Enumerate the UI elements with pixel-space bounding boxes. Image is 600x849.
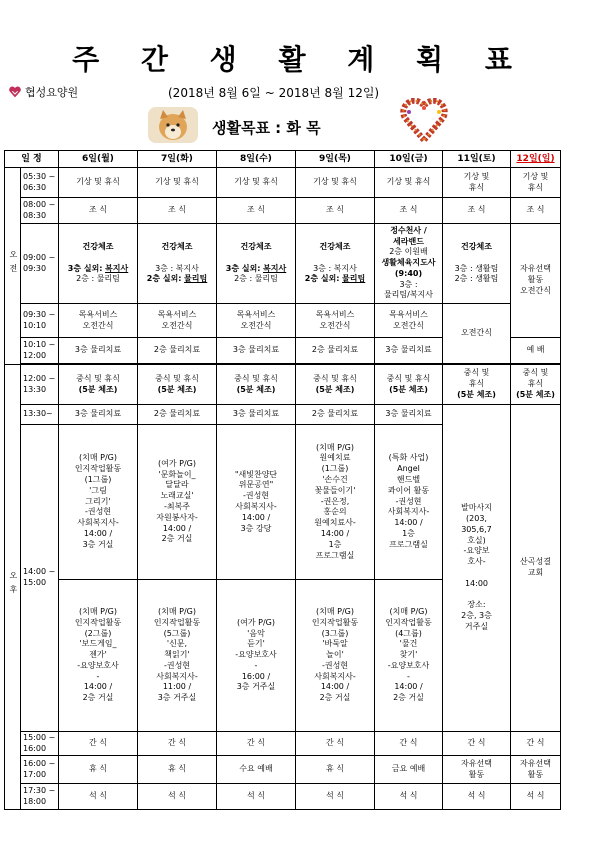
time-cell: 17:30 ~ 18:00: [21, 784, 59, 810]
cell: 석 식: [217, 784, 296, 810]
cell-health-wed: 건강체조 3층 실외: 복지사 2층 : 물리팀: [217, 224, 296, 304]
cell-health-fri: 정수천사 / 세라밴드 2층 이원배 생활체육지도사 (9:40) 3층 : 물리팀/복지사: [375, 224, 443, 304]
cell: 석 식: [296, 784, 375, 810]
cell-health-sat: 건강체조 3층 : 생활팀 2층 : 생활팀: [443, 224, 511, 304]
cell: 2층 물리치료: [138, 338, 217, 364]
cell: 오전간식: [443, 304, 511, 364]
cell: 중식 및 휴식 (5분 체조): [217, 365, 296, 405]
cell: 2층 물리치료: [296, 338, 375, 364]
cell-program-thu-2: (치매 P/G) 인지작업활동 (3그룹) '바둑알 놀이' -권성현 사회복지사- 14:00 / 2층 거실: [296, 580, 375, 732]
cell: 석 식: [511, 784, 561, 810]
cell: 중식 및 휴식 (5분 체조): [375, 365, 443, 405]
cell: 간 식: [443, 732, 511, 756]
cell: 간 식: [59, 732, 138, 756]
day-fri: 10일(금): [375, 151, 443, 168]
cell: 기상 및 휴식: [59, 168, 138, 198]
cell: 간 식: [511, 732, 561, 756]
cell: 3층 물리치료: [217, 338, 296, 364]
cell: 조 식: [138, 198, 217, 224]
time-cell: 10:10 ~ 12:00: [21, 338, 59, 364]
cell: 기상 및 휴식: [138, 168, 217, 198]
day-thu: 9일(목): [296, 151, 375, 168]
cell: 간 식: [138, 732, 217, 756]
cell: 목욕서비스 오전간식: [375, 304, 443, 338]
cell-health-mon: 건강체조 3층 실외: 복지사 2층 : 물리팀: [59, 224, 138, 304]
time-cell: 08:00 ~ 08:30: [21, 198, 59, 224]
cell-health-sun: 자유선택 활동 오전간식: [511, 224, 561, 338]
time-cell: 14:00 ~ 15:00: [21, 425, 59, 732]
cell: 3층 물리치료: [59, 338, 138, 364]
puppy-photo: [148, 107, 198, 143]
cell-program-tue-2: (치매 P/G) 인지작업활동 (5그룹) '신문, 책읽기' -권성현 사회복지사- 11:00 / 3층 거주실: [138, 580, 217, 732]
cell: 중식 및 휴식 (5분 체조): [296, 365, 375, 405]
cell: 중식 및 휴식 (5분 체조): [59, 365, 138, 405]
cell: 휴 식: [296, 756, 375, 784]
cell-health-thu: 건강체조 3층 : 복지사 2층 실외: 물리팀: [296, 224, 375, 304]
cell-program-wed-2: (여가 P/G) '음악 듣기' -요양보호사 - 16:00 / 3층 거주실: [217, 580, 296, 732]
row-dinner: [5, 784, 561, 810]
cell: 목욕서비스 오전간식: [59, 304, 138, 338]
day-sat: 11일(토): [443, 151, 511, 168]
cell-program-thu-1: (치매 P/G) 원예치료 (1그룹) '손수건 꽃물들이기' -권은정, 홍순의 원예치료사- 14:00 / 1층 프로그램실: [296, 425, 375, 580]
cell-program-sat: 발마사지 (203, 305,6,7 호실) -요양보 호사- 14:00 장소: 2층, 3층 거주실: [443, 405, 511, 732]
flower-heart-icon: [400, 98, 448, 144]
day-sun: 12일(일): [511, 151, 561, 168]
row-pt-afternoon: [5, 405, 561, 425]
life-goal: 생활목표 : 화 목: [212, 119, 321, 137]
organization: [8, 84, 78, 100]
cell: 조 식: [217, 198, 296, 224]
row-wake: [5, 168, 561, 198]
cell: 중식 및 휴식 (5분 체조): [138, 365, 217, 405]
time-cell: 09:30 ~ 10:10: [21, 304, 59, 338]
cell: 목욕서비스 오전간식: [138, 304, 217, 338]
time-cell: 09:00 ~ 09:30: [21, 224, 59, 304]
cell: 석 식: [138, 784, 217, 810]
cell: 석 식: [375, 784, 443, 810]
cell-program-mon-2: (치매 P/G) 인지작업활동 (2그룹) '보드게임_ 젠가' -요양보호사 - 14:00 / 2층 거실: [59, 580, 138, 732]
organization-name: 협성요양원: [25, 86, 79, 99]
cell: 목욕서비스 오전간식: [296, 304, 375, 338]
cell: 기상 및 휴식: [443, 168, 511, 198]
header-label: 일 정: [5, 151, 59, 168]
cell: 휴 식: [59, 756, 138, 784]
day-wed: 8일(수): [217, 151, 296, 168]
row-breakfast: [5, 198, 561, 224]
cell: 휴 식: [138, 756, 217, 784]
row-lunch: [5, 365, 561, 405]
row-bath: [5, 304, 561, 338]
cell: 조 식: [375, 198, 443, 224]
cell: 3층 물리치료: [375, 405, 443, 425]
row-snack: [5, 732, 561, 756]
cell: 3층 물리치료: [217, 405, 296, 425]
cell: 예 배: [511, 338, 561, 364]
time-cell: 13:30~: [21, 405, 59, 425]
row-health: [5, 224, 561, 304]
time-cell: 05:30 ~ 06:30: [21, 168, 59, 198]
cell: 석 식: [443, 784, 511, 810]
weekly-schedule-table: [4, 150, 561, 810]
cell: 조 식: [59, 198, 138, 224]
page-title: 주 간 생 활 계 획 표: [72, 43, 528, 76]
cell: 조 식: [443, 198, 511, 224]
cell: 기상 및 휴식: [296, 168, 375, 198]
cell: 2층 물리치료: [296, 405, 375, 425]
cell: 간 식: [375, 732, 443, 756]
time-cell: 12:00 ~ 13:30: [21, 365, 59, 405]
heart-logo-icon: [8, 86, 22, 98]
cell-program-tue-1: (여가 P/G) '문화놀이_ 달달라 노래교실' -최복주 자원봉사자- 14:00 / 2층 거실: [138, 425, 217, 580]
schedule-period: (2018년 8월 6일 ~ 2018년 8월 12일): [168, 86, 380, 100]
day-tue: 7일(화): [138, 151, 217, 168]
cell: 기상 및 휴식: [375, 168, 443, 198]
cell-program-fri-1: (특화 사업) Angel 핸드벨 콰이어 활동 -권성현 사회복지사- 14:00 / 1층 프로그램실: [375, 425, 443, 580]
cell: 중식 및 휴식 (5분 체조): [443, 365, 511, 405]
cell: 목욕서비스 오전간식: [217, 304, 296, 338]
section-pm: 오후: [5, 365, 21, 810]
cell-program-sun: 산곡성결 교회: [511, 405, 561, 732]
row-rest: [5, 756, 561, 784]
cell: 자유선택 활동: [511, 756, 561, 784]
time-cell: 16:00 ~ 17:00: [21, 756, 59, 784]
cell: 자유선택 활동: [443, 756, 511, 784]
cell: 간 식: [217, 732, 296, 756]
cell: 조 식: [296, 198, 375, 224]
cell: 기상 및 휴식: [217, 168, 296, 198]
cell: 3층 물리치료: [59, 405, 138, 425]
cell-health-tue: 건강체조 3층 : 복지사 2층 실외: 물리팀: [138, 224, 217, 304]
cell: 중식 및 휴식 (5분 체조): [511, 365, 561, 405]
cell-program-mon-1: (치매 P/G) 인지작업활동 (1그룹) '그림 그리기' -권성현 사회복지사- 14:00 / 3층 거실: [59, 425, 138, 580]
cell: 금요 예배: [375, 756, 443, 784]
cell: 수요 예배: [217, 756, 296, 784]
cell: 석 식: [59, 784, 138, 810]
day-mon: 6일(월): [59, 151, 138, 168]
cell-program-fri-2: (치매 P/G) 인지작업활동 (4그룹) '물건 찾기' -요양보호사 - 14:00 / 2층 거실: [375, 580, 443, 732]
header-row: [5, 151, 561, 168]
cell: 기상 및 휴식: [511, 168, 561, 198]
cell: 조 식: [511, 198, 561, 224]
cell-program-wed-1: "새빛찬양단 위문공연" -권성현 사회복지사- 14:00 / 3층 강당: [217, 425, 296, 580]
cell: 3층 물리치료: [375, 338, 443, 364]
time-cell: 15:00 ~ 16:00: [21, 732, 59, 756]
cell: 간 식: [296, 732, 375, 756]
cell: 2층 물리치료: [138, 405, 217, 425]
section-am: 오전: [5, 168, 21, 365]
